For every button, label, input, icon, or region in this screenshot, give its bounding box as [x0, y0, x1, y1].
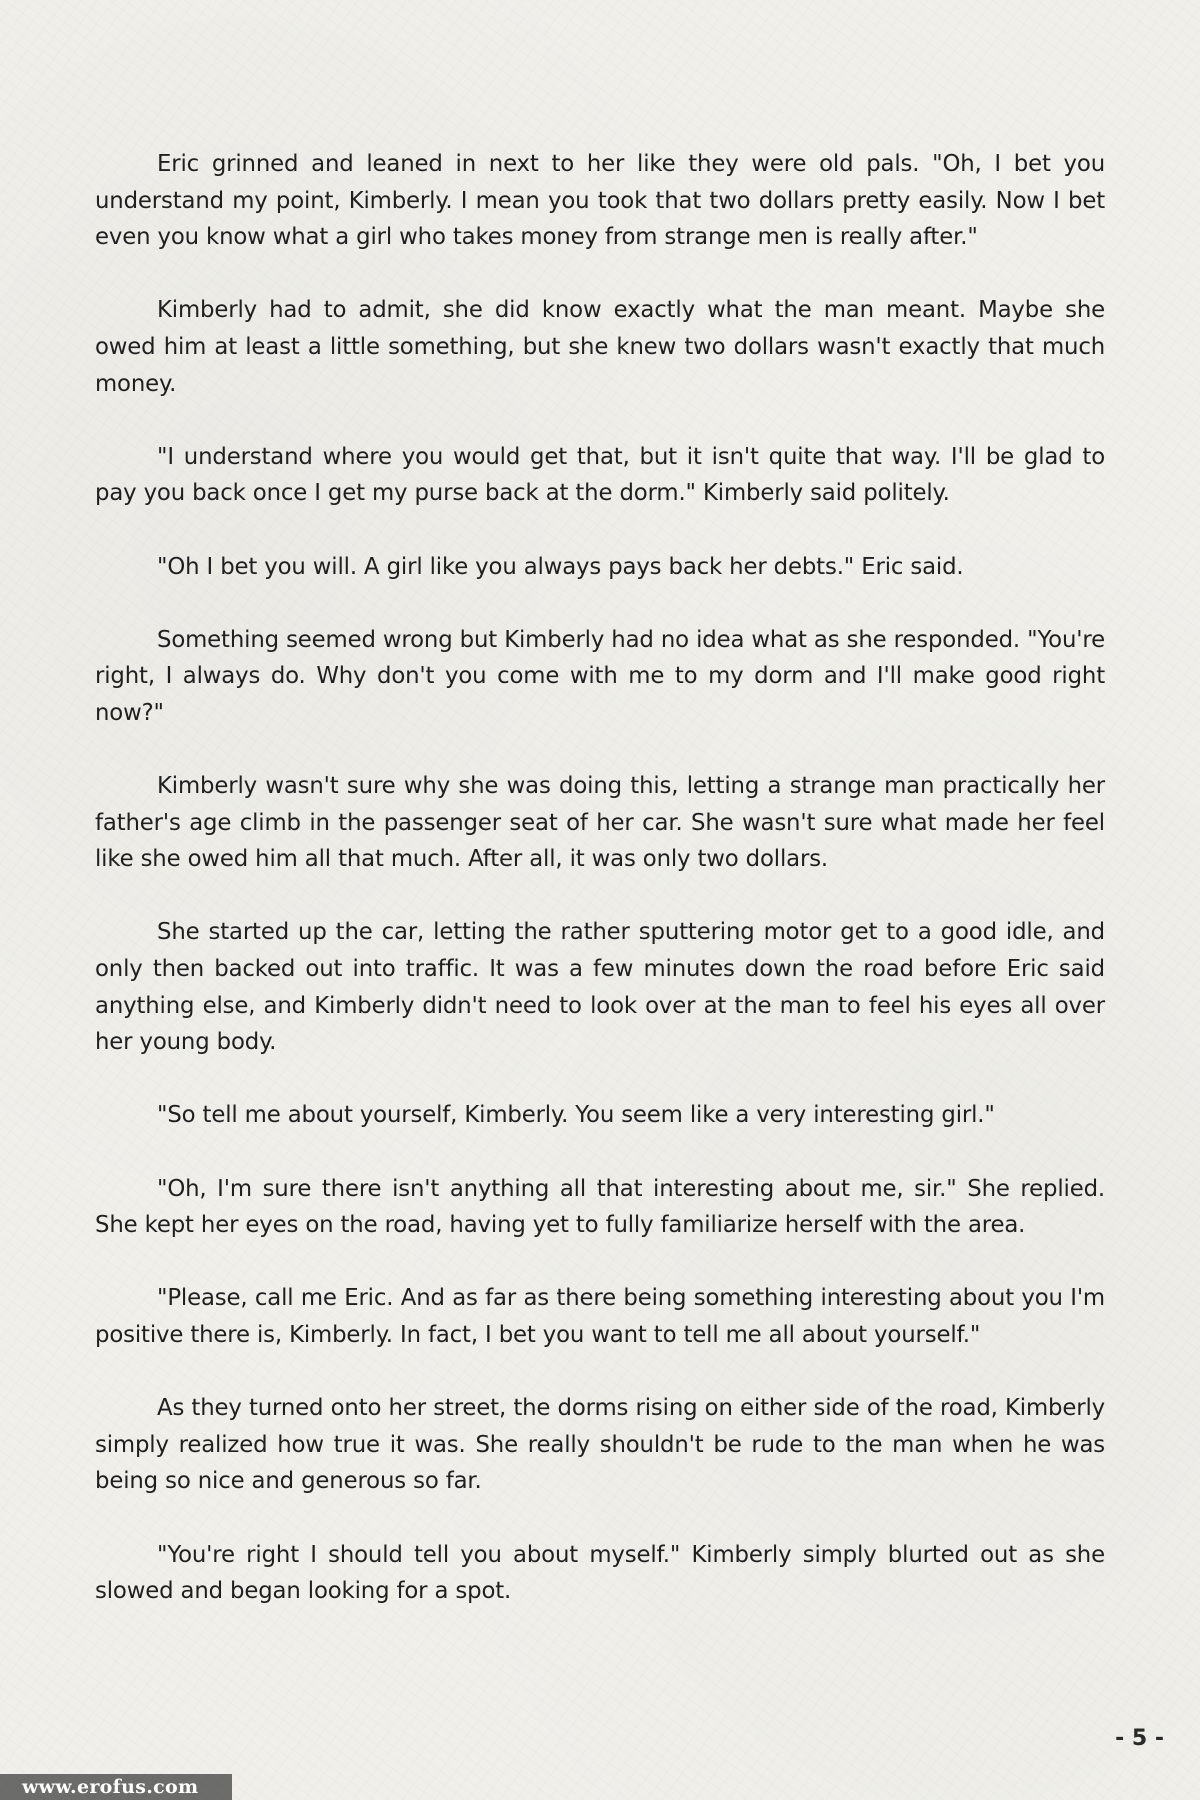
- paragraph: Something seemed wrong but Kimberly had no idea what as she responded. "You're right, I always do. Why don't you come with me to my dorm and I'll make good right now?": [95, 626, 1105, 726]
- paragraph: Eric grinned and leaned in next to her like they were old pals. "Oh, I bet you understand my point, Kimberly. I mean you took that two dollars pretty easily. Now I bet even you know what a girl who takes money from strange men is really after.": [95, 151, 1105, 251]
- paragraph: "I understand where you would get that, but it isn't quite that way. I'll be glad to pay you back once I get my purse back at the dorm." Kimberly said politely.: [95, 443, 1105, 507]
- paragraph: Kimberly had to admit, she did know exactly what the man meant. Maybe she owed him at least a little something, but she knew two dollars wasn't exactly that much money.: [95, 297, 1105, 397]
- paragraph: "Oh I bet you will. A girl like you always pays back her debts." Eric said.: [157, 553, 964, 580]
- paragraph: She started up the car, letting the rather sputtering motor get to a good idle, and only then backed out into traffic. It was a few minutes down the road before Eric said anything else, and Kimberly didn't need to look over at the man to feel his eyes all over her young body.: [95, 919, 1105, 1056]
- paragraph: As they turned onto her street, the dorms rising on either side of the road, Kimberly simply realized how true it was. She really shouldn't be rude to the man when he was being so nice and generous so far.: [95, 1395, 1105, 1495]
- page-number: - 5 -: [1115, 1726, 1164, 1751]
- story-text: [95, 146, 1105, 1646]
- paragraph: "So tell me about yourself, Kimberly. You seem like a very interesting girl.": [157, 1102, 995, 1129]
- paragraph: "You're right I should tell you about myself." Kimberly simply blurted out as she slowed and began looking for a spot.: [95, 1541, 1105, 1605]
- paragraph: Kimberly wasn't sure why she was doing this, letting a strange man practically her father's age climb in the passenger seat of her car. She wasn't sure what made her feel like she owed him all that much. After all, it was only two dollars.: [95, 773, 1105, 873]
- site-watermark: www.erofus.com: [0, 1774, 232, 1800]
- paragraph: "Please, call me Eric. And as far as there being something interesting about you I'm positive there is, Kimberly. In fact, I bet you want to tell me all about yourself.": [95, 1285, 1105, 1348]
- paragraph: "Oh, I'm sure there isn't anything all that interesting about me, sir." She replied. She kept her eyes on the road, having yet to fully familiarize herself with the area.: [95, 1175, 1105, 1239]
